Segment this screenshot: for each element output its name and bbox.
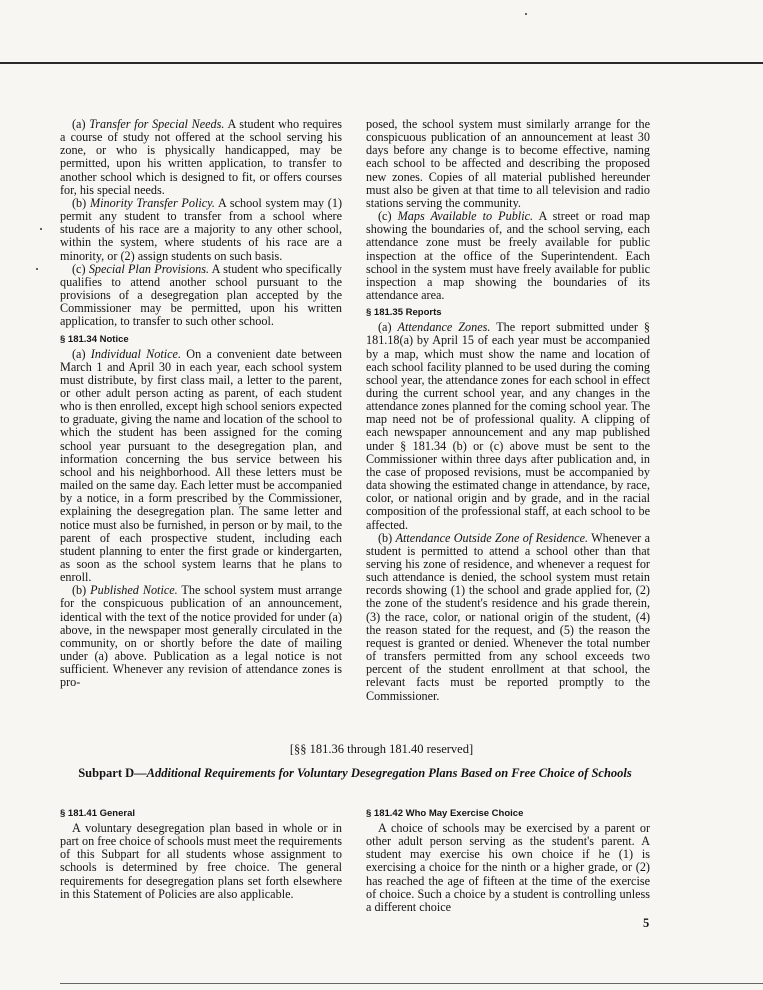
section-181-42 — [366, 803, 650, 914]
scan-speck — [40, 228, 42, 230]
section-heading-who-may-exercise: § 181.42 Who May Exercise Choice — [366, 808, 524, 819]
reserved-sections: [§§ 181.36 through 181.40 reserved] — [289, 742, 474, 756]
section-heading-general: § 181.41 General — [60, 808, 135, 819]
paragraph-published-notice: (b) Published Notice. The school system must arrange for the conspicuous publication of an announcement, identical with the text of the notice provided for under (a) above, in the newspaper most generally circulated in the community, on or shortly before the date of mailing under (a) above. Publication as a legal notice is not sufficient. Whenever any revision of attendance zones is pro- — [60, 583, 343, 690]
left-column — [60, 118, 342, 690]
page-number: 5 — [643, 916, 650, 930]
paragraph-general: A voluntary desegregation plan based in whole or in part on free choice of schools must meet the requirements of this Subpart for all students whose assignment to schools is determined by free choice. The general requirements for desegregation plans set forth elsewhere in this Statement of Policies are also applicable. — [60, 821, 342, 901]
paragraph-who-may-exercise: A choice of schools may be exercised by a parent or other adult person serving as the student's parent. A student may exercise his own choice if he (1) is exercising a choice for the ninth or a higher grade, or (2) has reached the age of fifteen at the time of the exercise of choice. Such a choice by a student is controlling unless a different choice — [366, 821, 650, 914]
paragraph-attendance-zones: (a) Attendance Zones. The report submitted under § 181.18(a) by April 15 of each year must be accompanied by a map, which must show the name and location of each school facility planned to be used during the coming school year, the attendance zones for each school in effect during the current school year, and any changes in the attendance zones planned for the coming school year. The map need not be of professional quality. A clipping of each newspaper announcement and any map published under § 181.34 (b) or (c) above must be sent to the Commissioner within three days after publication and, in the case of proposed revisions, must be accompanied by data showing the estimated change in attendance, by race, color, or national origin and by grade, and in the racial composition of the professional staff, at each school to be affected. — [366, 320, 651, 532]
paragraph-individual-notice: (a) Individual Notice. On a convenient date between March 1 and April 30 in each year, each school system must distribute, by first class mail, a letter to the parent, or other adult person acting as parent, of each student who is then enrolled, except high school seniors expected to graduate, giving the name and location of the school to which the student has been assigned for the coming school year pursuant to the desegregation plan, and information concerning the bus service between his school and his neighborhood. All these letters must be mailed on the same day. Each letter must be accompanied by a notice, in a form prescribed by the Commissioner, explaining the desegregation plan. The same letter and notice must also be furnished, in person or by mail, to the parent of each prospective student, including each student planning to enter the first grade or kindergarten, as soon as the school system learns that he plans to enroll. — [60, 346, 342, 585]
subpart-heading — [60, 766, 650, 781]
paragraph-special-plan: (c) Special Plan Provisions. A student who specifically qualifies to attend another school pursuant to the provisions of a desegregation plan accepted by the Commissioner may be permitted, upon his written application, to transfer to such other school. — [60, 261, 343, 329]
bottom-rule — [60, 983, 763, 984]
section-181-41 — [60, 803, 342, 901]
paragraph-minority-transfer: (b) Minority Transfer Policy. A school system may (1) permit any student to transfer from a school where students of his race are a majority to any other school, within the system, where students of his race are a minority, or (2) assign students on such basis. — [60, 195, 342, 263]
paragraph-attendance-outside-zone: (b) Attendance Outside Zone of Residence. Whenever a student is permitted to attend a school other than that serving his zone of residence, and whenever a request for such attendance is denied, the school system must retain records showing (1) the school and grade applied for, (2) the zone of the student's residence and his grade therein, (3) the race, color, or national origin of the student, (4) the reason stated for the request, and (5) the reason the request is granted or denied. Whenever the total number of transfers permitted from any school exceeds two percent of the student enrollment at that school, the relevant facts must be reported promptly to the Commissioner. — [366, 530, 651, 703]
subpart-title: Additional Requirements for Voluntary Desegregation Plans Based on Free Choice of Schools — [146, 766, 632, 780]
paragraph-maps-available: (c) Maps Available to Public. A street or road map showing the boundaries of, and the school serving, each attendance zone must be freely available for public inspection at the office of the Superintendent. Each school in the system must have freely available for public inspection a map showing the boundaries of its attendance area. — [366, 209, 651, 303]
scan-speck — [36, 268, 38, 270]
paragraph-transfer-special-needs: (a) Transfer for Special Needs. A student who requires a course of study not offered at the school serving his zone, or who is physically handicapped, may be permitted, upon his written application, to transfer to another school which is designed to fit, or offers courses for, his special needs. — [60, 117, 343, 197]
top-rule — [0, 62, 763, 64]
section-heading-reports: § 181.35 Reports — [366, 307, 442, 319]
subpart-prefix: Subpart D— — [78, 766, 147, 780]
scan-speck — [525, 13, 527, 15]
right-column — [366, 118, 650, 703]
paragraph-published-notice-continued: posed, the school system must similarly arrange for the conspicuous publication of an announcement at least 30 days before any change is to become effective, naming each school to be affected and describing the proposed new zones. Copies of all material published hereunder must also be given at that time to all television and radio stations serving the community. — [366, 117, 650, 210]
section-heading-notice: § 181.34 Notice — [60, 333, 129, 345]
